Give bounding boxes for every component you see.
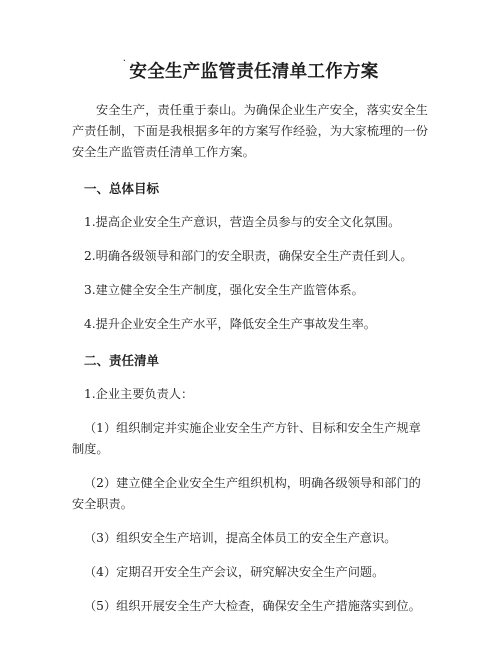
goal-item: 1.提高企业安全生产意识，营造全员参与的安全文化氛围。 — [84, 215, 401, 229]
responsibility-item: （4）定期召开安全生产会议，研究解决安全生产问题。 — [84, 565, 385, 579]
document-title: 安全生产监管责任清单工作方案 — [129, 62, 379, 82]
section-heading-responsibilities: 二、责任清单 — [84, 353, 160, 368]
responsibility-item: （3）组织安全生产培训，提高全体员工的安全生产意识。 — [84, 531, 397, 545]
title-mark: ˙ — [121, 58, 128, 72]
goal-item: 3.建立健全安全生产制度，强化安全生产监管体系。 — [84, 283, 364, 297]
responsibility-item: （1）组织制定并实施企业安全生产方针、目标和安全生产规章制度。 — [72, 421, 421, 456]
goal-item: 2.明确各级领导和部门的安全职责，确保安全生产责任到人。 — [84, 249, 413, 263]
responsibility-item: 1.企业主要负责人： — [84, 387, 194, 401]
goal-item: 4.提升企业安全生产水平，降低安全生产事故发生率。 — [84, 317, 376, 331]
intro-paragraph: 安全生产，责任重于泰山。为确保企业生产安全，落实安全生产责任制，下面是我根据多年的方案写作经验，为大家梳理的一份安全生产监管责任清单工作方案。 — [72, 103, 428, 159]
document-title-row — [72, 58, 428, 86]
responsibility-item: （2）建立健全企业安全生产组织机构，明确各级领导和部门的安全职责。 — [72, 476, 421, 511]
responsibility-item: （5）组织开展安全生产大检查，确保安全生产措施落实到位。 — [84, 599, 421, 613]
section-heading-goals: 一、总体目标 — [84, 181, 160, 196]
